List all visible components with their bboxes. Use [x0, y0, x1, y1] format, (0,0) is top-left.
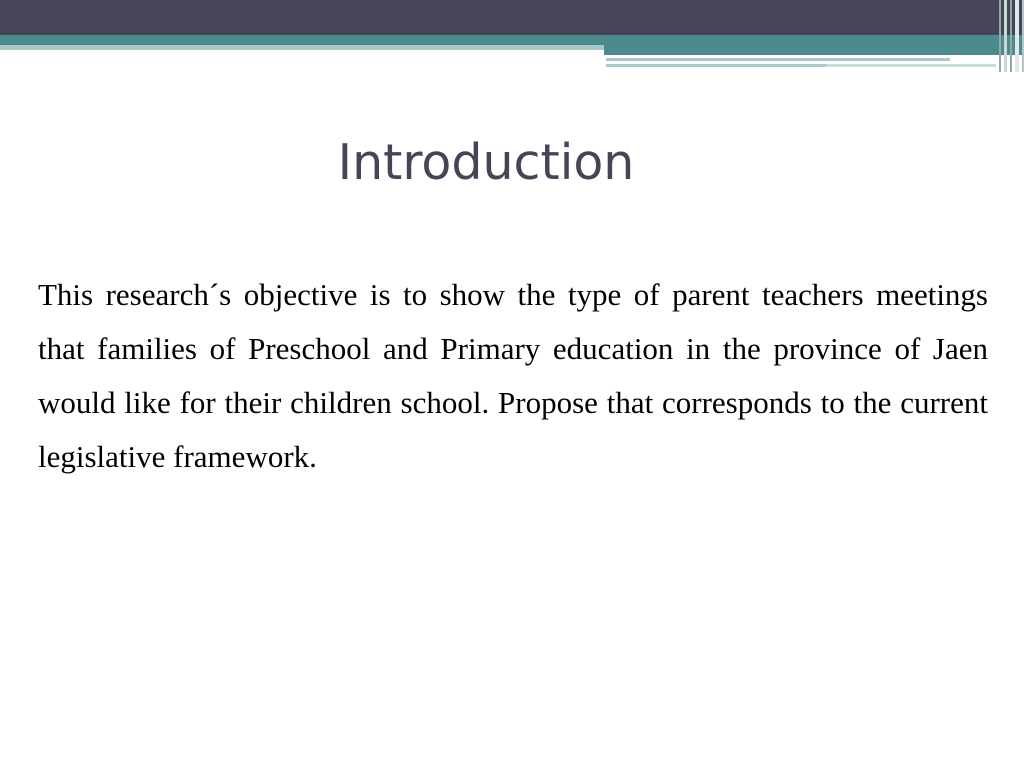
vertical-line	[1015, 0, 1019, 72]
slide-body-text: This research´s objective is to show the type of parent teachers meetings that families of Preschool and Primary education in the province of Jaen would like for their children school. Propose that corresponds to the current legislative framework.	[38, 277, 988, 474]
vertical-line	[1004, 0, 1007, 72]
header-band-teal	[0, 35, 1024, 45]
header-vertical-lines	[994, 0, 1024, 72]
vertical-line	[1010, 0, 1012, 72]
vertical-line	[999, 0, 1001, 72]
header-stripe	[606, 64, 826, 67]
header-band-dark	[0, 0, 1024, 35]
header-band-teal-light	[0, 45, 604, 50]
header-stripe	[606, 58, 950, 61]
slide-title: Introduction	[337, 134, 635, 191]
header-stripe	[826, 64, 996, 67]
header-band-right-block	[604, 45, 1024, 55]
